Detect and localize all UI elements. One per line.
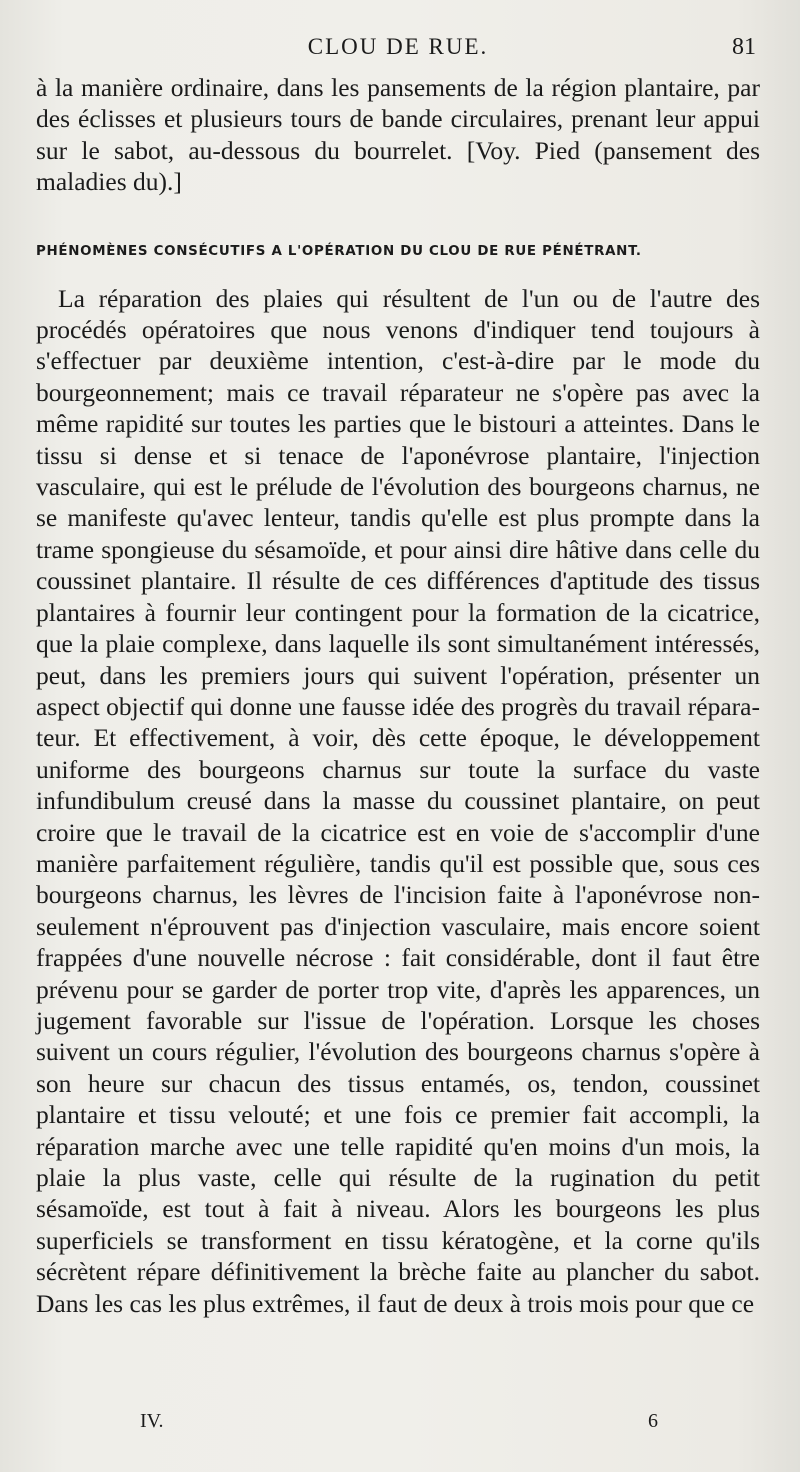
- page-header: [36, 28, 760, 72]
- page-number: 81: [732, 34, 756, 60]
- signature-mark: IV.: [140, 1410, 164, 1432]
- body-paragraph: La réparation des plaies qui résultent de l'un ou de l'autre des procédés opératoires que nous venons d'indiquer tend toujours à s'effectuer par deuxième intention, c'est-à-dire par le mode du bourgeonnement; mais ce travail réparateur ne s'opère pas avec la même rapidité sur toutes les parties que le bistouri a atteintes. Dans le tissu si dense et si tenace de l'aponévrose plantaire, l'injection vasculaire, qui est le prélude de l'évolution des bourgeons charnus, ne se manifeste qu'avec lenteur, tandis qu'elle est plus prompte dans la trame spongieuse du sésamoïde, et pour ainsi dire hâtive dans celle du coussinet plantaire. Il résulte de ces différences d'aptitude des tissus plantaires à fournir leur contingent pour la formation de la cicatrice, que la plaie complexe, dans laquelle ils sont simultanément intéressés, peut, dans les premiers jours qui suivent l'opération, présenter un aspect objectif qui donne une fausse idée des progrès du travail réparateur. Et effectivement, à voir, dès cette époque, le développement uniforme des bourgeons charnus sur toute la surface du vaste infundibulum creusé dans la masse du coussinet plantaire, on peut croire que le travail de la cicatrice est en voie de s'accomplir d'une manière parfaitement régulière, tandis qu'il est possible que, sous ces bourgeons charnus, les lèvres de l'incision faite à l'aponévrose non-seulement n'éprouvent pas d'injection vasculaire, mais encore soient frappées d'une nouvelle nécrose : fait considérable, dont il faut être prévenu pour se garder de porter trop vite, d'après les apparences, un jugement favorable sur l'issue de l'opération. Lorsque les choses suivent un cours régulier, l'évolution des bourgeons charnus s'opère à son heure sur chacun des tissus entamés, os, tendon, coussinet plantaire et tissu velouté; et une fois ce premier fait accompli, la réparation marche avec une telle rapidité qu'en moins d'un mois, la plaie la plus vaste, celle qui résulte de la rugination du petit sésamoïde, est tout à fait à niveau. Alors les bourgeons les plus superficiels se transforment en tissu kératogène, et la corne qu'ils sécrètent répare définitivement la brèche faite au plancher du sabot. Dans les cas les plus extrêmes, il faut de deux à trois mois pour que ce: [36, 283, 760, 1318]
- section-heading: PHÉNOMÈNES CONSÉCUTIFS A L'OPÉRATION DU CLOU DE RUE PÉNÉTRANT.: [36, 243, 642, 259]
- running-head: CLOU DE RUE.: [307, 34, 489, 59]
- top-paragraph: à la manière ordinaire, dans les pansements de la région plantaire, par des éclisses et plusieurs tours de bande circulaires, prenant leur appui sur le sabot, au-dessous du bourrelet. [Voy. Pied (pansement des maladies du).]: [36, 73, 760, 197]
- folio-mark: 6: [648, 1410, 658, 1432]
